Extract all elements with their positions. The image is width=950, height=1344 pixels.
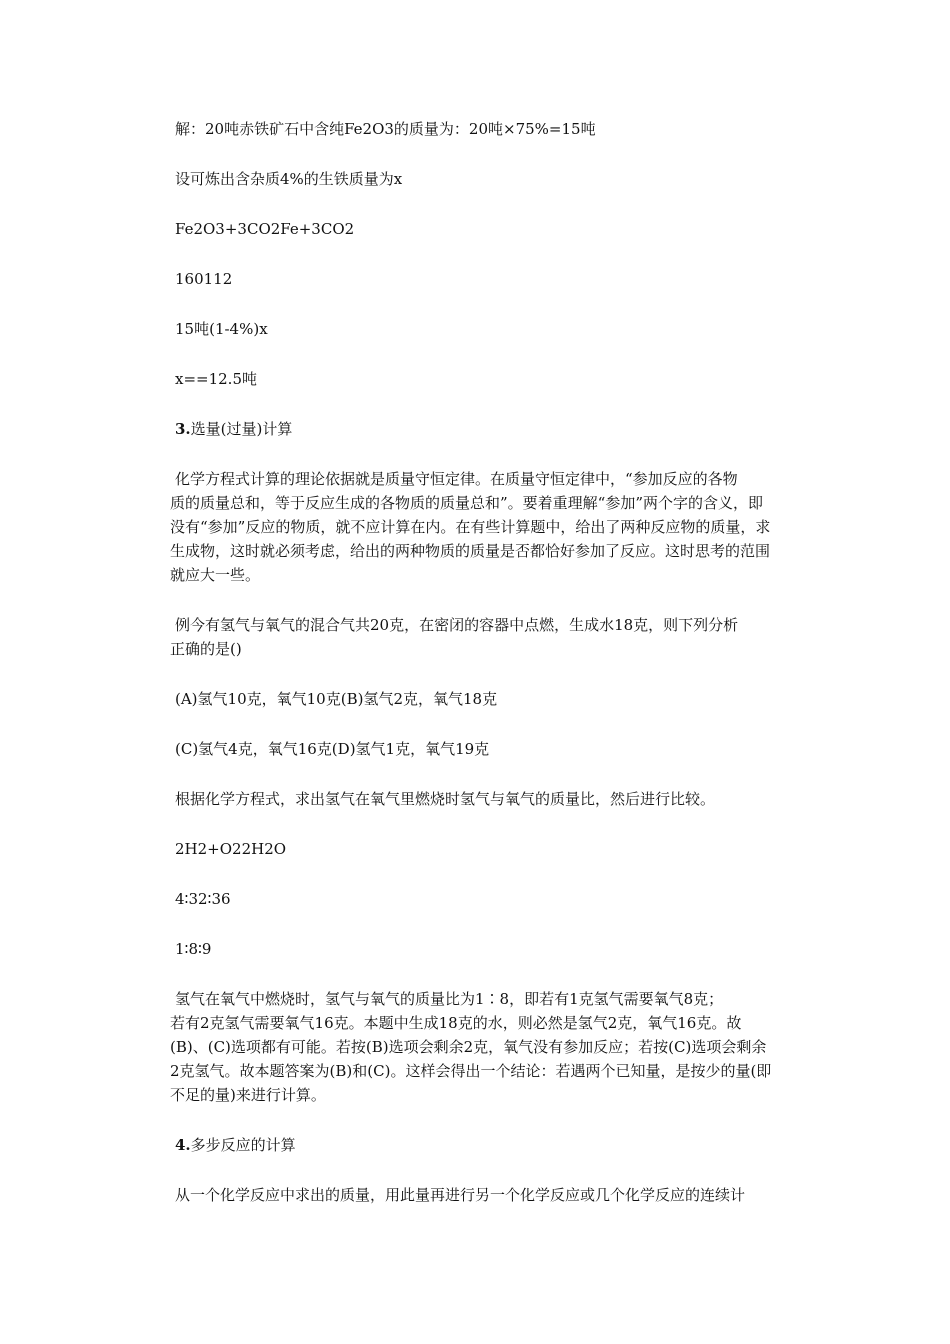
result-line: x==12.5吨 bbox=[175, 370, 257, 388]
proportion-line: 15吨(1-4%)x bbox=[175, 320, 268, 338]
paragraph-line: 没有“参加”反应的物质，就不应计算在内。在有些计算题中，给出了两种反应物的质量，求 bbox=[170, 518, 771, 536]
paragraph-line: 不足的量)来进行计算。 bbox=[170, 1086, 326, 1104]
paragraph-line: 就应大一些。 bbox=[170, 566, 261, 584]
chemical-equation: Fe2O3+3CO2Fe+3CO2 bbox=[175, 220, 355, 238]
multistep-paragraph-line: 从一个化学反应中求出的质量，用此量再进行另一个化学反应或几个化学反应的连续计 bbox=[175, 1186, 746, 1204]
paragraph-line: (B)、(C)选项都有可能。若按(B)选项会剩余2克，氧气没有参加反应；若按(C)选项会剩余 bbox=[170, 1038, 767, 1056]
paragraph-line: 化学方程式计算的理论依据就是质量守恒定律。在质量守恒定律中，“参加反应的各物 bbox=[175, 470, 738, 488]
paragraph-line: 若有2克氢气需要氧气16克。本题中生成18克的水，则必然是氢气2克，氧气16克。故 bbox=[170, 1014, 742, 1032]
solution-line: 解：20吨赤铁矿石中含纯Fe2O3的质量为：20吨×75%=15吨 bbox=[175, 120, 596, 138]
theory-paragraph bbox=[170, 467, 825, 587]
section-heading-4 bbox=[175, 1133, 825, 1157]
section-number: 3. bbox=[175, 420, 191, 438]
chemical-equation: 2H2+O22H2O bbox=[175, 840, 287, 858]
assume-line: 设可炼出含杂质4%的生铁质量为x bbox=[175, 170, 403, 188]
paragraph-line: 生成物，这时就必须考虑，给出的两种物质的质量是否都恰好参加了反应。这时思考的范围 bbox=[170, 542, 771, 560]
section-heading-3 bbox=[175, 417, 825, 441]
paragraph-line: 例今有氢气与氧气的混合气共20克，在密闭的容器中点燃，生成水18克，则下列分析 bbox=[175, 616, 739, 634]
paragraph-line: 氢气在氧气中燃烧时，氢气与氧气的质量比为1∶8，即若有1克氢气需要氧气8克； bbox=[175, 990, 724, 1008]
method-line: 根据化学方程式，求出氢气在氧气里燃烧时氢气与氧气的质量比，然后进行比较。 bbox=[175, 790, 716, 808]
section-title: 选量(过量)计算 bbox=[190, 420, 293, 438]
section-number: 4. bbox=[175, 1136, 191, 1154]
options-a-b: (A)氢气10克，氧气10克(B)氢气2克，氧气18克 bbox=[175, 690, 498, 708]
paragraph-line: 质的质量总和，等于反应生成的各物质的质量总和”。要着重理解“参加”两个字的含义，即 bbox=[170, 494, 764, 512]
molar-masses: 160112 bbox=[175, 270, 233, 288]
paragraph-line: 2克氢气。故本题答案为(B)和(C)。这样会得出一个结论：若遇两个已知量，是按少的量(即 bbox=[170, 1062, 772, 1080]
mass-ratio: 4∶32∶36 bbox=[175, 890, 231, 908]
example-paragraph bbox=[170, 613, 825, 661]
analysis-paragraph bbox=[170, 987, 825, 1107]
section-title: 多步反应的计算 bbox=[190, 1136, 296, 1154]
simplified-ratio: 1∶8∶9 bbox=[175, 940, 212, 958]
paragraph-line: 正确的是() bbox=[170, 640, 242, 658]
document-body bbox=[170, 117, 825, 1233]
options-c-d: (C)氢气4克，氧气16克(D)氢气1克，氧气19克 bbox=[175, 740, 490, 758]
